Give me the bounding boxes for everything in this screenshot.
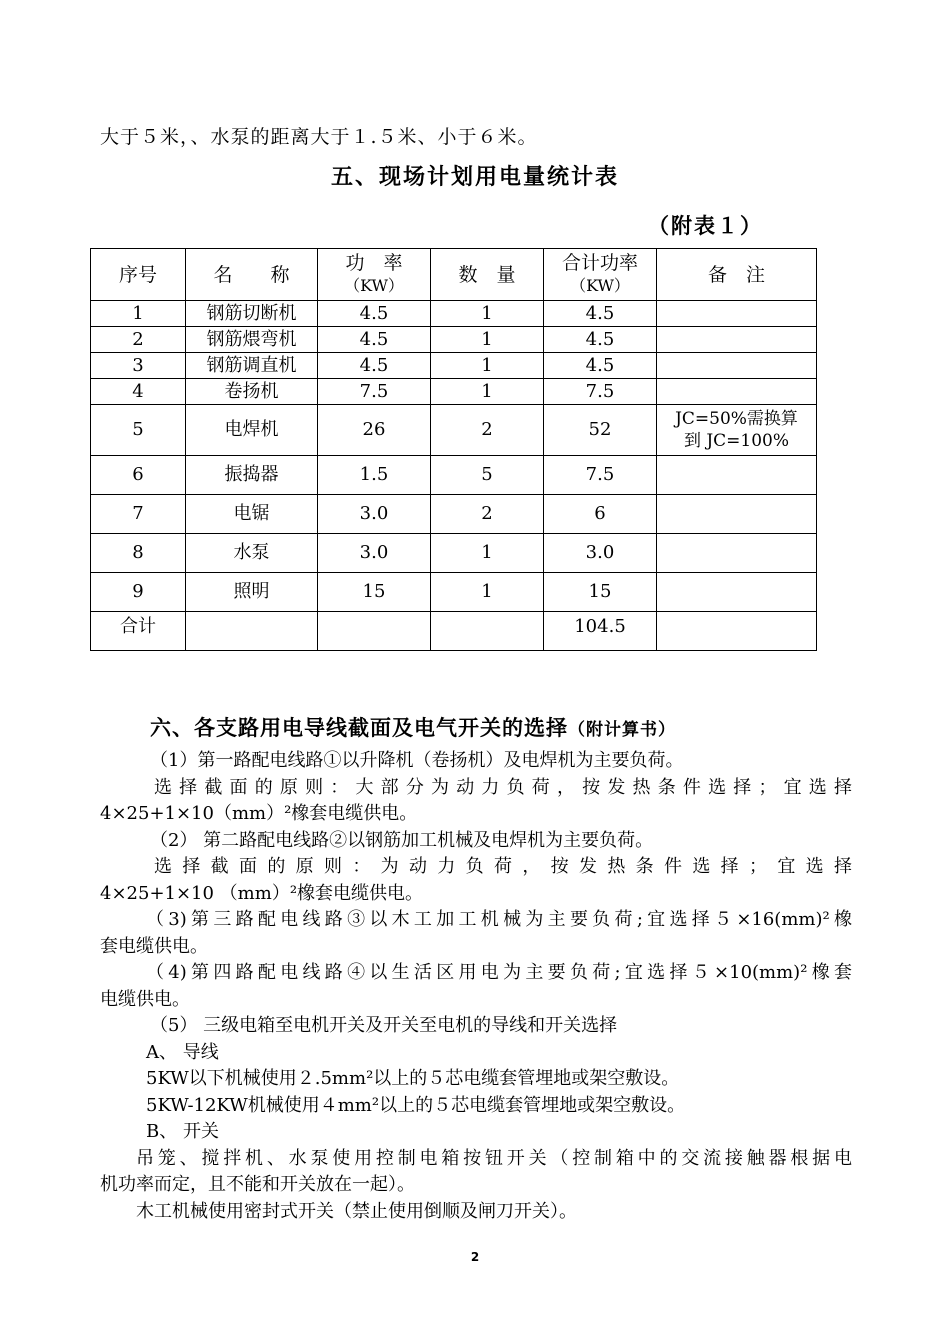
- cell-total: 52: [544, 405, 657, 456]
- section6-title-note: （附计算书）: [568, 720, 676, 740]
- cell-qty: 5: [431, 456, 544, 495]
- paragraph-line: （2） 第二路配电线路②以钢筋加工机械及电焊机为主要负荷。: [150, 829, 654, 851]
- sum-total: 104.5: [544, 612, 657, 651]
- section6-title: [150, 712, 676, 742]
- paragraph-line: 木工机械使用密封式开关（禁止使用倒顺及闸刀开关）。: [136, 1200, 577, 1222]
- cell-qty: 1: [431, 379, 544, 405]
- cell-empty: [657, 612, 817, 651]
- table-row: [91, 327, 817, 353]
- cell-power: 3.0: [318, 495, 431, 534]
- cell-power: 3.0: [318, 534, 431, 573]
- cell-empty: [186, 612, 318, 651]
- table-row: [91, 573, 817, 612]
- table-row: [91, 495, 817, 534]
- header-no: 序号: [91, 249, 186, 301]
- annex-label: （附表１）: [648, 214, 763, 238]
- table-row: [91, 534, 817, 573]
- cell-total: 4.5: [544, 301, 657, 327]
- paragraph-line: B、 开关: [146, 1121, 219, 1142]
- cell-power: 26: [318, 405, 431, 456]
- cell-name: 钢筋调直机: [186, 353, 318, 379]
- paragraph-line: （4)第四路配电线路④以生活区用电为主要负荷;宜选择５×10(mm)²橡套: [146, 962, 852, 983]
- sum-label: 合计: [91, 612, 186, 651]
- table-header-row: [91, 249, 817, 301]
- header-remark: 备 注: [657, 249, 817, 301]
- table-row: [91, 301, 817, 327]
- cell-no: 8: [91, 534, 186, 573]
- section6-title-text: 六、各支路用电导线截面及电气开关的选择: [150, 716, 568, 740]
- table-row: [91, 353, 817, 379]
- cell-no: 6: [91, 456, 186, 495]
- paragraph-line: 吊笼、搅拌机、水泵使用控制电箱按钮开关（控制箱中的交流接触器根据电: [136, 1147, 852, 1169]
- cell-qty: 1: [431, 534, 544, 573]
- cell-power: 15: [318, 573, 431, 612]
- cell-remark: [657, 327, 817, 353]
- cell-qty: 2: [431, 405, 544, 456]
- header-qty: 数 量: [431, 249, 544, 301]
- cell-name: 钢筋煨弯机: [186, 327, 318, 353]
- cell-remark: [657, 495, 817, 534]
- cell-qty: 1: [431, 327, 544, 353]
- header-total: 合计功率 （KW）: [544, 249, 657, 301]
- cell-remark: [657, 301, 817, 327]
- cell-no: 3: [91, 353, 186, 379]
- cell-no: 9: [91, 573, 186, 612]
- cell-total: 7.5: [544, 456, 657, 495]
- table-row: [91, 379, 817, 405]
- cell-remark: [657, 353, 817, 379]
- section6-body: [100, 748, 852, 1225]
- paragraph-line: （5） 三级电箱至电机开关及开关至电机的导线和开关选择: [150, 1015, 618, 1036]
- cell-total: 7.5: [544, 379, 657, 405]
- header-power: 功 率 （KW）: [318, 249, 431, 301]
- cell-no: 1: [91, 301, 186, 327]
- cell-no: 7: [91, 495, 186, 534]
- paragraph-line: 选择截面的原则：大部分为动力负荷，按发热条件选择；宜选择: [154, 776, 852, 798]
- cell-name: 振捣器: [186, 456, 318, 495]
- paragraph-line: A、 导线: [146, 1041, 219, 1063]
- paragraph-line: 5KW-12KW机械使用４mm²以上的５芯电缆套管埋地或架空敷设。: [146, 1094, 686, 1116]
- paragraph-line: （3)第三路配电线路③以木工加工机械为主要负荷;宜选择５×16(mm)²橡: [146, 909, 852, 930]
- intro-line: 大于５米，、水泵的距离大于１.５米、小于６米。: [100, 126, 538, 148]
- cell-name: 水泵: [186, 534, 318, 573]
- paragraph-line: 选择截面的原则：为动力负荷，按发热条件选择；宜选择: [154, 856, 852, 877]
- cell-remark: [657, 534, 817, 573]
- cell-remark: [657, 379, 817, 405]
- header-name: 名 称: [186, 249, 318, 301]
- cell-name: 照明: [186, 573, 318, 612]
- cell-remark: [657, 456, 817, 495]
- cell-qty: 1: [431, 353, 544, 379]
- cell-total: 4.5: [544, 327, 657, 353]
- paragraph-line: 机功率而定，且不能和开关放在一起）。: [100, 1174, 415, 1195]
- section5-title: 五、现场计划用电量统计表: [330, 165, 619, 190]
- cell-power: 4.5: [318, 301, 431, 327]
- cell-no: 5: [91, 405, 186, 456]
- page-number: 2: [470, 1250, 480, 1264]
- power-usage-table: [90, 248, 817, 651]
- cell-empty: [431, 612, 544, 651]
- table-row: [91, 456, 817, 495]
- cell-total: 15: [544, 573, 657, 612]
- cell-power: 4.5: [318, 353, 431, 379]
- cell-no: 2: [91, 327, 186, 353]
- cell-name: 卷扬机: [186, 379, 318, 405]
- paragraph-line: 4×25+1×10（mm）²橡套电缆供电。: [100, 803, 418, 824]
- cell-no: 4: [91, 379, 186, 405]
- cell-total: 4.5: [544, 353, 657, 379]
- table-sum-row: [91, 612, 817, 651]
- cell-power: 1.5: [318, 456, 431, 495]
- cell-power: 4.5: [318, 327, 431, 353]
- cell-remark: [657, 573, 817, 612]
- cell-empty: [318, 612, 431, 651]
- cell-qty: 1: [431, 573, 544, 612]
- paragraph-line: （1）第一路配电线路①以升降机（卷扬机）及电焊机为主要负荷。: [150, 750, 684, 771]
- cell-total: 3.0: [544, 534, 657, 573]
- cell-name: 钢筋切断机: [186, 301, 318, 327]
- paragraph-line: 电缆供电。: [100, 988, 190, 1010]
- cell-name: 电焊机: [186, 405, 318, 456]
- cell-qty: 2: [431, 495, 544, 534]
- cell-qty: 1: [431, 301, 544, 327]
- cell-name: 电锯: [186, 495, 318, 534]
- paragraph-line: 4×25+1×10 （mm）²橡套电缆供电。: [100, 882, 424, 904]
- paragraph-line: 5KW以下机械使用２.5mm²以上的５芯电缆套管埋地或架空敷设。: [146, 1068, 680, 1089]
- cell-power: 7.5: [318, 379, 431, 405]
- cell-total: 6: [544, 495, 657, 534]
- table-row: [91, 405, 817, 456]
- cell-remark: JC=50%需换算 到 JC=100%: [657, 405, 817, 456]
- paragraph-line: 套电缆供电。: [100, 935, 208, 957]
